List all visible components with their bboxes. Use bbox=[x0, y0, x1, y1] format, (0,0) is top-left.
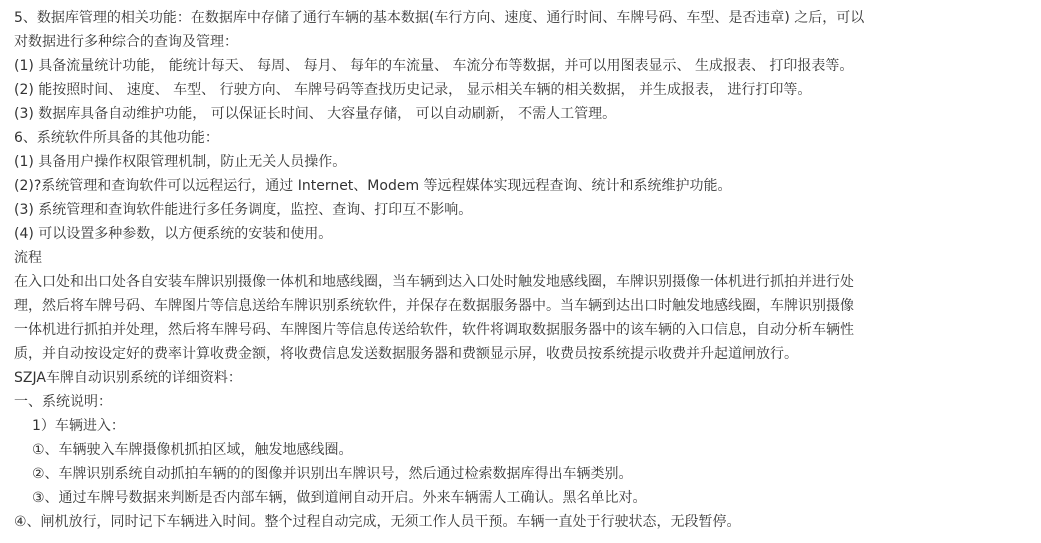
flow-title: 流程 bbox=[14, 250, 42, 266]
section6-item-1: (1) 具备用户操作权限管理机制，防止无关人员操作。 bbox=[14, 154, 347, 170]
section5-intro-line2: 对数据进行多种综合的查询及管理： bbox=[14, 34, 238, 50]
section6-item-3: (3) 系统管理和查询软件能进行多任务调度，监控、查询、打印互不影响。 bbox=[14, 202, 473, 218]
section6-title: 6、系统软件所具备的其他功能： bbox=[14, 130, 219, 146]
details-title: SZJA车牌自动识别系统的详细资料： bbox=[14, 370, 242, 386]
section6-item-4: (4) 可以设置多种参数，以方便系统的安装和使用。 bbox=[14, 226, 333, 242]
entry-step-3: ③、通过车牌号数据来判断是否内部车辆，做到道闸自动开启。外来车辆需人工确认。黑名单比对。 bbox=[32, 490, 647, 506]
flow-line-3: 一体机进行抓拍并处理，然后将车牌号码、车牌图片等信息传送给软件，软件将调取数据服务器中的该车辆的入口信息，自动分析车辆性 bbox=[14, 322, 854, 338]
flow-line-4: 质，并自动按设定好的费率计算收费金额，将收费信息发送数据服务器和费额显示屏，收费员按系统提示收费并升起道闸放行。 bbox=[14, 346, 798, 362]
section5-item-1: (1) 具备流量统计功能， 能统计每天、 每周、 每月、 每年的车流量、 车流分布等数据，并可以用图表显示、 生成报表、 打印报表等。 bbox=[14, 58, 854, 74]
section6-item-2: (2)?系统管理和查询软件可以远程运行，通过 Internet、Modem 等远程媒体实现远程查询、统计和系统维护功能。 bbox=[14, 178, 732, 194]
section5-item-2: (2) 能按照时间、 速度、 车型、 行驶方向、 车牌号码等查找历史记录， 显示相关车辆的相关数据， 并生成报表， 进行打印等。 bbox=[14, 82, 812, 98]
flow-line-1: 在入口处和出口处各自安装车牌识别摄像一体机和地感线圈，当车辆到达入口处时触发地感线圈，车牌识别摄像一体机进行抓拍并进行处 bbox=[14, 274, 854, 290]
entry-step-1: ①、车辆驶入车牌摄像机抓拍区域，触发地感线圈。 bbox=[32, 442, 353, 458]
entry-step-2: ②、车牌识别系统自动抓拍车辆的的图像并识别出车牌识号，然后通过检索数据库得出车辆类别。 bbox=[32, 466, 633, 482]
entry-step-4: ④、闸机放行，同时记下车辆进入时间。整个过程自动完成，无须工作人员干预。车辆一直处于行驶状态，无段暂停。 bbox=[14, 514, 741, 530]
section5-item-3: (3) 数据库具备自动维护功能， 可以保证长时间、 大容量存储， 可以自动刷新， 不需人工管理。 bbox=[14, 106, 617, 122]
section5-intro-line1: 5、数据库管理的相关功能：在数据库中存储了通行车辆的基本数据(车行方向、速度、通行时间、车牌号码、车型、是否违章) 之后，可以 bbox=[14, 10, 865, 26]
entry-title: 1）车辆进入： bbox=[32, 418, 125, 434]
flow-line-2: 理，然后将车牌号码、车牌图片等信息送给车牌识别系统软件，并保存在数据服务器中。当车辆到达出口时触发地感线圈，车牌识别摄像 bbox=[14, 298, 854, 314]
details-sub-title: 一、系统说明： bbox=[14, 394, 112, 410]
